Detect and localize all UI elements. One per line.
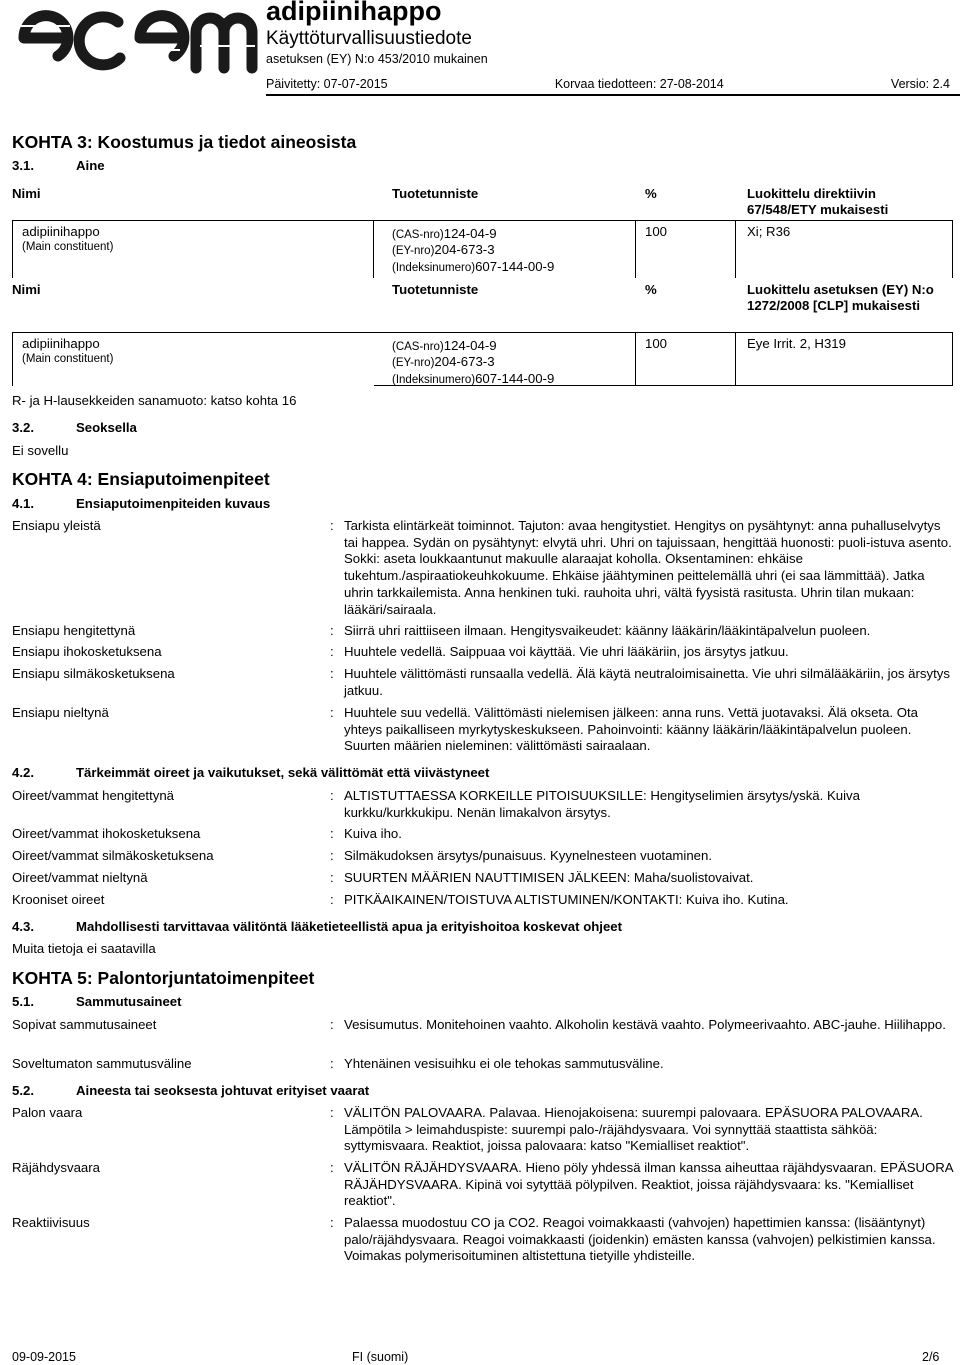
replaces-date: Korvaa tiedotteen: 27-08-2014 <box>554 77 724 91</box>
table-header-row <box>12 184 953 220</box>
header-divider <box>266 94 960 96</box>
section-4-title: KOHTA 4: Ensiaputoimenpiteet <box>12 469 270 489</box>
subsection-5-2: 5.2. Aineesta tai seoksesta johtuvat erityiset vaarat <box>12 1083 370 1098</box>
header-identifier: Tuotetunniste <box>392 186 479 201</box>
footer-date: 09-09-2015 <box>12 1350 76 1364</box>
ecem-logo <box>10 6 260 76</box>
header-classification: Luokittelu asetuksen (EY) N:o 1272/2008 [CLP] mukaisesti <box>747 282 934 313</box>
r-h-note: R- ja H-lausekkeiden sanamuoto: katso kohta 16 <box>12 393 297 408</box>
footer-language: FI (suomi) <box>352 1350 409 1364</box>
subsection-4-1: 4.1. Ensiaputoimenpiteiden kuvaus <box>12 496 271 511</box>
footer-page: 2/6 <box>922 1350 940 1364</box>
id-ec: (EY-nro)204-673-3 <box>392 242 495 257</box>
id-cas: (CAS-nro)124-04-9 <box>392 226 497 241</box>
product-name: adipiinihappo <box>266 0 442 26</box>
subsection-3-1: 3.1. Aine <box>12 158 105 173</box>
section-5-title: KOHTA 5: Palontorjuntatoimenpiteet <box>12 968 315 988</box>
header-name: Nimi <box>12 186 41 201</box>
header-identifier: Tuotetunniste <box>392 282 479 297</box>
header-percent: % <box>645 282 657 297</box>
substance-name: adipiinihappo <box>22 224 100 239</box>
id-index: (Indeksinumero)607-144-00-9 <box>392 259 555 274</box>
header-name: Nimi <box>12 282 41 297</box>
mixture-text: Ei sovellu <box>12 443 69 458</box>
document-type: Käyttöturvallisuustiedote <box>266 28 472 49</box>
header-percent: % <box>645 186 657 201</box>
header-classification: Luokittelu direktiivin 67/548/ETY mukaisesti <box>747 186 889 217</box>
updated-date: Päivitetty: 07-07-2015 <box>266 77 388 91</box>
substance-note: (Main constituent) <box>22 241 114 253</box>
subsection-4-2: 4.2. Tärkeimmät oireet ja vaikutukset, sekä välittömät että viivästyneet <box>12 765 490 780</box>
id-cas: (CAS-nro)124-04-9 <box>392 338 497 353</box>
subsection-3-2: 3.2. Seoksella <box>12 420 137 435</box>
subsection-5-1: 5.1. Sammutusaineet <box>12 994 182 1009</box>
classification-value: Xi; R36 <box>747 224 791 239</box>
id-ec: (EY-nro)204-673-3 <box>392 354 495 369</box>
substance-note: (Main constituent) <box>22 353 114 365</box>
regulation-reference: asetuksen (EY) N:o 453/2010 mukainen <box>266 52 488 66</box>
document-meta <box>266 77 950 91</box>
version: Versio: 2.4 <box>890 77 950 91</box>
percent-value: 100 <box>645 224 668 239</box>
percent-value: 100 <box>645 336 668 351</box>
section-3-title: KOHTA 3: Koostumus ja tiedot aineosista <box>12 132 357 152</box>
classification-value: Eye Irrit. 2, H319 <box>747 336 846 351</box>
substance-name: adipiinihappo <box>22 336 100 351</box>
medical-advice-text: Muita tietoja ei saatavilla <box>12 941 156 956</box>
id-index: (Indeksinumero)607-144-00-9 <box>392 371 555 386</box>
subsection-4-3: 4.3. Mahdollisesti tarvittavaa välitöntä lääketieteellistä apua ja erityishoitoa koskevat ohjeet <box>12 919 623 934</box>
